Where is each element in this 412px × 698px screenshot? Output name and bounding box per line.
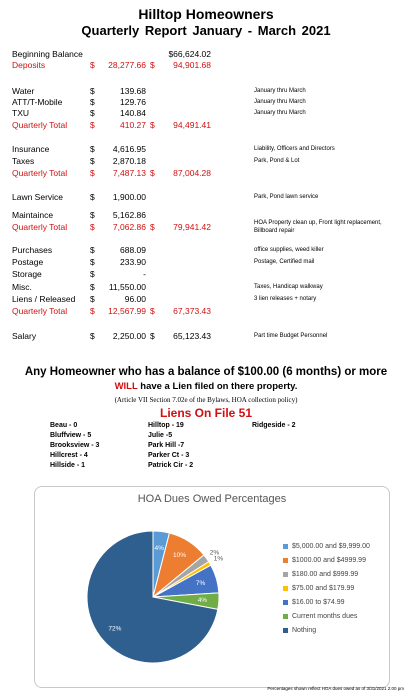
legend-swatch (283, 558, 288, 563)
dollar-sign: $ (90, 97, 95, 107)
row-label: Water (12, 86, 35, 96)
dollar-sign: $ (150, 60, 155, 70)
finance-row (10, 282, 408, 293)
dollar-sign: $ (150, 306, 155, 316)
slice-label: 10% (173, 552, 187, 560)
subdivision-lien-count: Beau - 0 (50, 422, 78, 429)
legend-label: $75.00 and $179.99 (292, 585, 355, 592)
amount: 5,162.86 (112, 210, 146, 220)
dollar-sign: $ (90, 294, 95, 304)
amount: 12,567.99 (108, 306, 146, 316)
finance-row (10, 192, 408, 203)
finance-row (10, 49, 408, 60)
lien-policy: (Article VII Section 7.02e of the Bylaws, HOA collection policy) (114, 396, 298, 404)
finance-row (10, 86, 408, 97)
dollar-sign: $ (150, 120, 155, 130)
row-label: Quarterly Total (12, 120, 68, 130)
amount: 28,277.66 (108, 60, 146, 70)
subdivision-lien-count: Hilltop - 19 (148, 422, 184, 429)
amount: 233.90 (120, 257, 146, 267)
slice-label: 4% (197, 597, 208, 605)
finance-row (10, 245, 408, 256)
finance-row (10, 120, 408, 131)
running-balance: $66,624.02 (168, 49, 211, 59)
legend-label: Nothing (292, 627, 317, 634)
dollar-sign: $ (150, 222, 155, 232)
legend-swatch (283, 586, 288, 591)
dollar-sign: $ (90, 257, 95, 267)
amount: 140.84 (120, 108, 146, 118)
maintenance-note-line: HOA Property clean up, Front light replacement, (254, 220, 382, 226)
dollar-sign: $ (90, 306, 95, 316)
amount: 410.27 (120, 120, 146, 130)
amount: - (143, 269, 146, 279)
finance-row (10, 257, 408, 268)
dollar-sign: $ (90, 168, 95, 178)
legend-swatch (283, 628, 288, 633)
dollar-sign: $ (90, 222, 95, 232)
row-note: January thru March (254, 99, 306, 105)
subdivision-lien-count: Bluffview - 5 (50, 432, 92, 439)
dollar-sign: $ (90, 210, 95, 220)
row-note: office supplies, weed killer (254, 247, 324, 253)
row-label: Storage (12, 269, 42, 279)
legend-label: Current months dues (292, 613, 358, 620)
legend-entry (283, 613, 370, 627)
legend-swatch (283, 572, 288, 577)
dollar-sign: $ (150, 168, 155, 178)
dollar-sign: $ (90, 331, 95, 341)
dollar-sign: $ (90, 144, 95, 154)
amount: 96.00 (124, 294, 146, 304)
running-balance: 94,901.68 (173, 60, 211, 70)
legend-entry (283, 599, 370, 613)
amount: 2,250.00 (112, 331, 146, 341)
subdivision-lien-count: Hillcrest - 4 (50, 452, 88, 459)
running-balance: 67,373.43 (173, 306, 211, 316)
row-label: Maintaince (12, 210, 54, 220)
finance-row (10, 269, 408, 280)
running-balance: 87,004.28 (173, 168, 211, 178)
amount: 139.68 (120, 86, 146, 96)
lien-will-rest: have a Lien filed on there property. (137, 381, 298, 392)
dues-chart (34, 486, 390, 688)
chart-title: HOA Dues Owed Percentages (137, 493, 287, 505)
row-label: Taxes (12, 156, 35, 166)
dollar-sign: $ (90, 120, 95, 130)
footnote: Percentages shown reflect HOA dues owed as of 3/31/2021 2:00 pm (267, 686, 404, 691)
row-label: ATT/T-Mobile (12, 97, 63, 107)
row-label: Salary (12, 331, 37, 341)
org-title: Hilltop Homeowners (138, 6, 274, 22)
legend-swatch (283, 600, 288, 605)
row-label: Postage (12, 257, 44, 267)
subdivision-lien-count: Hillside - 1 (50, 462, 86, 469)
row-label: Quarterly Total (12, 306, 68, 316)
amount: 7,062.86 (112, 222, 146, 232)
maintenance-note-line: Billboard repair (254, 228, 295, 234)
legend-swatch (283, 544, 288, 549)
finance-row (10, 294, 408, 305)
row-label: Quarterly Total (12, 222, 68, 232)
chart-legend (283, 543, 370, 641)
row-note: Taxes, Handicap walkway (254, 284, 323, 290)
legend-label: $180.00 and $999.99 (292, 571, 359, 578)
row-label: Quarterly Total (12, 168, 68, 178)
legend-label: $1000.00 and $4999.99 (292, 557, 366, 564)
row-note: January thru March (254, 88, 306, 94)
row-label: Purchases (12, 245, 53, 255)
amount: 129.76 (120, 97, 146, 107)
finance-row (10, 60, 408, 71)
dollar-sign: $ (90, 108, 95, 118)
will-word: WILL (114, 381, 138, 392)
lien-will-line (0, 381, 412, 392)
legend-entry (283, 627, 370, 641)
legend-entry (283, 571, 370, 585)
legend-entry (283, 585, 370, 599)
report-title: Quarterly Report January - March 2021 (81, 23, 331, 38)
row-note: Part time Budget Personnel (254, 333, 328, 339)
row-label: Insurance (12, 144, 50, 154)
dollar-sign: $ (90, 269, 95, 279)
subdivision-lien-count: Julie -5 (148, 432, 173, 439)
row-note: Park, Pond & Lot (254, 158, 300, 164)
liens-on-file: Liens On File 51 (159, 406, 253, 420)
lien-warning: Any Homeowner who has a balance of $100.00 (6 months) or more (24, 366, 388, 378)
running-balance: 94,491.41 (173, 120, 211, 130)
dollar-sign: $ (90, 86, 95, 96)
legend-entry (283, 557, 370, 571)
dollar-sign: $ (90, 156, 95, 166)
finance-row (10, 331, 408, 342)
slice-label: 7% (195, 580, 206, 588)
subdivision-lien-count: Patrick Cir - 2 (148, 462, 194, 469)
running-balance: 65,123.43 (173, 331, 211, 341)
dollar-sign: $ (90, 245, 95, 255)
row-label: Lawn Service (12, 192, 64, 202)
amount: 7,487.13 (112, 168, 146, 178)
row-note: Liability, Officers and Directors (254, 146, 335, 152)
maintenance-notes (254, 219, 382, 235)
legend-label: $16.00 to $74.99 (292, 599, 345, 606)
subdivision-lien-count: Parker Ct - 3 (148, 452, 190, 459)
finance-row (10, 168, 408, 179)
row-label: Misc. (12, 282, 32, 292)
finance-row (10, 108, 408, 119)
amount: 4,616.95 (112, 144, 146, 154)
row-note: Postage, Certified mail (254, 259, 315, 265)
dollar-sign: $ (90, 192, 95, 202)
finance-row (10, 156, 408, 167)
legend-entry (283, 543, 370, 557)
slice-label: 2% (209, 549, 220, 557)
running-balance: 79,941.42 (173, 222, 211, 232)
row-note: 3 lien releases + notary (254, 296, 317, 302)
subdivision-lien-count: Brooksview - 3 (50, 442, 100, 449)
slice-label: 1% (213, 555, 224, 563)
dollar-sign: $ (90, 60, 95, 70)
subdivision-lien-count: Park Hill -7 (148, 442, 185, 449)
row-label: Liens / Released (12, 294, 76, 304)
row-label: Beginning Balance (12, 49, 83, 59)
amount: 2,870.18 (112, 156, 146, 166)
finance-row (10, 306, 408, 317)
legend-label: $5,000.00 and $9,999.00 (292, 543, 370, 550)
legend-swatch (283, 614, 288, 619)
dollar-sign: $ (150, 331, 155, 341)
dollar-sign: $ (90, 282, 95, 292)
row-note: January thru March (254, 110, 306, 116)
slice-label: 72% (108, 625, 122, 633)
row-label: TXU (12, 108, 29, 118)
row-label: Deposits (12, 60, 46, 70)
amount: 688.09 (120, 245, 146, 255)
finance-row (10, 97, 408, 108)
subdivision-lien-count: Ridgeside - 2 (252, 422, 296, 429)
amount: 1,900.00 (112, 192, 146, 202)
row-note: Park, Pond lawn service (254, 194, 319, 200)
finance-row (10, 144, 408, 155)
amount: 11,550.00 (108, 282, 146, 292)
slice-label: 4% (154, 544, 164, 552)
